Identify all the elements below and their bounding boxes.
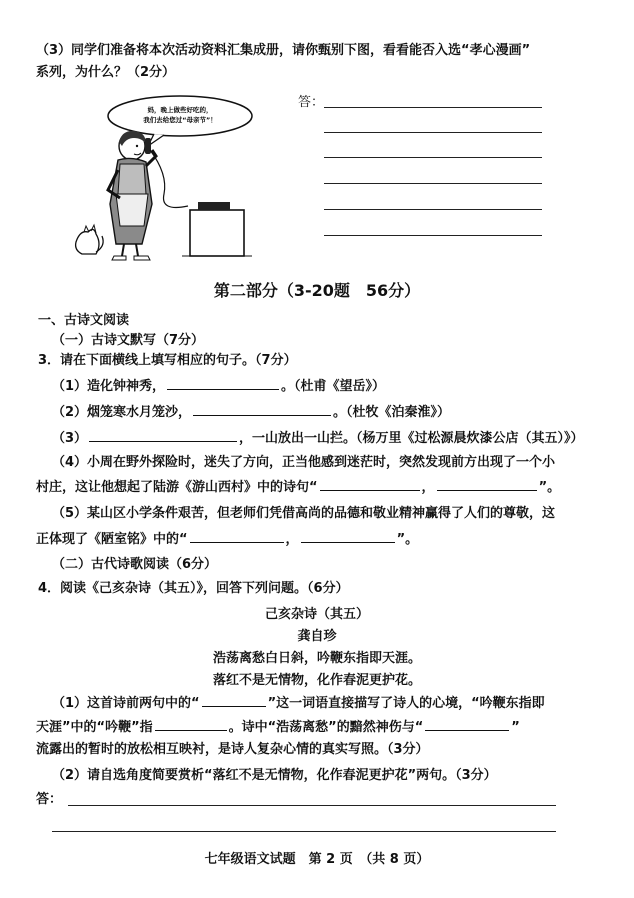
q4-1-line2: 天涯”中的“吟鞭”指 。诗中“浩荡离愁”的黯然神伤与“ ”	[36, 717, 520, 737]
fill-blank[interactable]	[155, 717, 227, 731]
speech-text-1: 妈，晚上做些好吃的，	[147, 106, 213, 114]
sub-section-1-title: （一）古诗文默写（7分）	[52, 333, 205, 348]
q4-2-line: （2）请自选角度简要赏析“落红不是无情物，化作春泥更护花”两句。（3分）	[52, 768, 497, 783]
sub-section-2-title: （二）古代诗歌阅读（6分）	[52, 557, 218, 572]
q3-part3-line1: （3）同学们准备将本次活动资料汇集成册，请你甄别下图，看看能否入选“孝心漫画”	[36, 43, 531, 58]
q3-item2: （2）烟笼寒水月笼沙， 。（杜牧《泊秦淮》）	[52, 402, 450, 422]
fill-blank[interactable]	[425, 717, 509, 731]
cat-figure	[76, 229, 99, 254]
fill-blank[interactable]	[202, 693, 266, 707]
q3-item4-line2: 村庄，这让他想起了陆游《游山西村》中的诗句“ ， ”。	[36, 477, 560, 497]
answer-line	[324, 132, 542, 133]
q3-part3-line2: 系列，为什么？（2分）	[36, 65, 176, 80]
fill-blank[interactable]	[190, 529, 284, 543]
q4-1-line3: 流露出的暂时的放松相互映衬，是诗人复杂心情的真实写照。（3分）	[36, 742, 429, 757]
fill-blank[interactable]	[301, 529, 395, 543]
answer-line	[324, 157, 542, 158]
q3-title: 3．请在下面横线上填写相应的句子。（7分）	[38, 353, 297, 368]
fill-blank[interactable]	[167, 376, 279, 390]
q3-item5-line2: 正体现了《陋室铭》中的“ ， ”。	[36, 529, 418, 549]
answer-line[interactable]	[68, 805, 556, 806]
q4-title: 4．阅读《己亥杂诗（其五）》，回答下列问题。（6分）	[38, 581, 349, 596]
section2-title: 第二部分（3-20题 56分）	[213, 281, 421, 300]
q3-part3-answer-label: 答：	[298, 95, 325, 110]
page-footer: 七年级语文试题 第 2 页 （共 8 页）	[204, 852, 430, 867]
answer-line	[324, 107, 542, 108]
answer-line	[324, 209, 542, 210]
q3-item5-line1: （5）某山区小学条件艰苦，但老师们凭借高尚的品德和敬业精神赢得了人们的尊敬，这	[52, 506, 556, 521]
poem-line-2: 落红不是无情物，化作春泥更护花。	[212, 673, 421, 688]
fill-blank[interactable]	[89, 428, 237, 442]
answer-line	[324, 183, 542, 184]
telephone-table	[190, 210, 244, 256]
q4-1-line1: （1）这首诗前两句中的“ ”这一词语直接描写了诗人的心境，“吟鞭东指即	[52, 693, 545, 713]
q3-item1: （1）造化钟神秀， 。（杜甫《望岳》）	[52, 376, 385, 396]
cartoon-illustration	[72, 94, 262, 264]
answer-line[interactable]	[52, 831, 556, 832]
q3-item3: （3） ，一山放出一山拦。（杨万里《过松源晨炊漆公店（其五）》）	[52, 428, 584, 448]
fill-blank[interactable]	[193, 402, 331, 416]
speech-text-2: 我们去给您过“母亲节”！	[143, 116, 217, 124]
answer-line	[324, 235, 542, 236]
poem-line-1: 浩荡离愁白日斜，吟鞭东指即天涯。	[212, 651, 421, 666]
poem-author: 龚自珍	[297, 629, 337, 644]
part-one-title: 一、古诗文阅读	[38, 313, 130, 328]
q4-2-answer-label: 答：	[36, 792, 63, 807]
poem-title: 己亥杂诗（其五）	[264, 607, 369, 622]
q3-item4-line1: （4）小周在野外探险时，迷失了方向，正当他感到迷茫时，突然发现前方出现了一个小	[52, 455, 556, 470]
fill-blank[interactable]	[437, 477, 537, 491]
fill-blank[interactable]	[320, 477, 420, 491]
